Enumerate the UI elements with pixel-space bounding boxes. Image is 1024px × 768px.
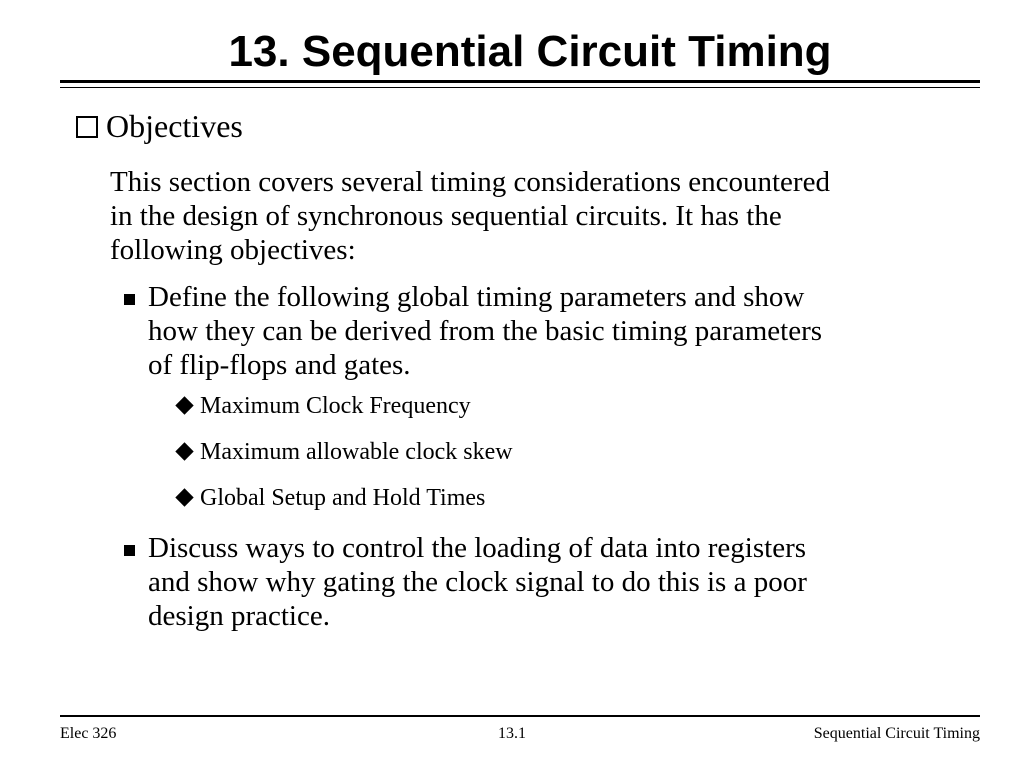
sub-bullet-setup-hold-times xyxy=(174,483,485,513)
bullet-line: how they can be derived from the basic timing parameters xyxy=(148,315,823,347)
title-divider-thick xyxy=(60,80,980,83)
intro-line: This section covers several timing considerations encountered xyxy=(110,166,830,198)
sub-bullet-label: Global Setup and Hold Times xyxy=(200,485,486,511)
objectives-heading xyxy=(76,106,243,146)
intro-paragraph xyxy=(110,165,990,267)
bullet-line: and show why gating the clock signal to do this is a poor xyxy=(148,566,807,598)
footer-divider xyxy=(60,715,980,717)
bullet-line: Define the following global timing parameters and show xyxy=(148,281,805,313)
objectives-heading-label: Objectives xyxy=(106,108,243,144)
diamond-icon xyxy=(175,488,193,506)
filled-square-icon xyxy=(124,545,135,556)
filled-square-icon xyxy=(124,294,135,305)
intro-line: in the design of synchronous sequential circuits. It has the xyxy=(110,200,782,232)
sub-bullet-label: Maximum allowable clock skew xyxy=(200,439,513,465)
bullet-line: of flip-flops and gates. xyxy=(148,349,411,381)
footer-course: Elec 326 xyxy=(60,725,117,742)
sub-bullet-max-clock-frequency xyxy=(174,391,471,421)
footer-page-number: 13.1 xyxy=(498,725,526,742)
bullet-line: design practice. xyxy=(148,600,330,632)
intro-line: following objectives: xyxy=(110,234,356,266)
sub-bullet-max-clock-skew xyxy=(174,437,513,467)
footer-section-title: Sequential Circuit Timing xyxy=(813,725,980,742)
diamond-icon xyxy=(175,442,193,460)
sub-bullet-label: Maximum Clock Frequency xyxy=(200,393,471,419)
slide-title: 13. Sequential Circuit Timing xyxy=(228,27,832,76)
bullet-line: Discuss ways to control the loading of data into registers xyxy=(148,532,807,564)
title-divider-thin xyxy=(60,87,980,88)
hollow-square-icon xyxy=(76,116,98,138)
diamond-icon xyxy=(175,396,193,414)
